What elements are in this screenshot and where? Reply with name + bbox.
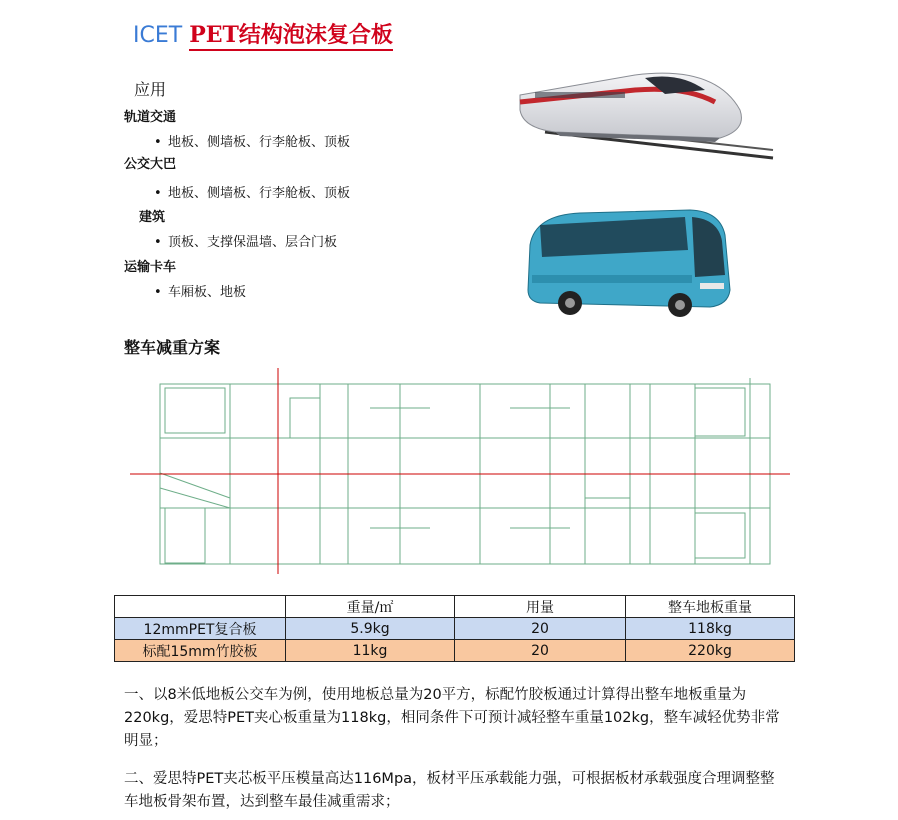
item-text: 地板、侧墙板、行李舱板、顶板	[168, 186, 351, 201]
category-bus-item	[154, 182, 350, 201]
brand-label: ICET	[133, 23, 183, 48]
bullet-icon: •	[154, 186, 162, 201]
category-truck: 运输卡车	[124, 260, 177, 275]
table-cell: 12mmPET复合板	[115, 618, 286, 640]
table-row	[115, 618, 795, 640]
table-cell: 5.9kg	[286, 618, 455, 640]
table-cell: 20	[455, 618, 626, 640]
table-header-cell	[115, 596, 286, 618]
train-image	[515, 50, 775, 160]
category-rail-transit-item	[154, 131, 350, 150]
item-text: 车厢板、地板	[168, 285, 247, 300]
table-header-row	[115, 596, 795, 618]
paragraph-1: 一、以8米低地板公交车为例，使用地板总量为20平方，标配竹胶板通过计算得出整车地板重量为220kg，爱思特PET夹心板重量为118kg，相同条件下可预计减轻整车重量102kg，整车减轻优势非常明显；	[124, 687, 780, 749]
item-text: 地板、侧墙板、行李舱板、顶板	[168, 135, 351, 150]
bullet-icon: •	[154, 285, 162, 300]
bus-image	[520, 205, 735, 325]
bullet-icon: •	[154, 235, 162, 250]
table-header-cell: 整车地板重量	[626, 596, 795, 618]
header-title	[133, 18, 393, 49]
category-construction: 建筑	[139, 210, 166, 225]
table-cell: 220kg	[626, 640, 795, 662]
category-construction-item	[154, 231, 337, 250]
table-cell: 标配15mm竹胶板	[115, 640, 286, 662]
category-truck-item	[154, 281, 246, 300]
table-row	[115, 640, 795, 662]
product-title: PET结构泡沫复合板	[189, 22, 393, 51]
paragraph-2: 二、爱思特PET夹芯板平压模量高达116Mpa，板材平压承载能力强，可根据板材承载强度合理调整整车地板骨架布置，达到整车最佳减重需求；	[124, 771, 775, 810]
comparison-table	[114, 595, 795, 662]
category-rail-transit: 轨道交通	[124, 110, 177, 125]
table-cell: 118kg	[626, 618, 795, 640]
table-cell: 11kg	[286, 640, 455, 662]
bullet-icon: •	[154, 135, 162, 150]
plan-heading: 整车减重方案	[124, 338, 221, 357]
applications-heading: 应用	[134, 80, 167, 99]
table-header-cell: 用量	[455, 596, 626, 618]
bus-chassis-drawing	[130, 368, 790, 574]
table-header-cell: 重量/㎡	[286, 596, 455, 618]
category-bus: 公交大巴	[124, 157, 177, 172]
table-cell: 20	[455, 640, 626, 662]
item-text: 顶板、支撑保温墙、层合门板	[168, 235, 338, 250]
